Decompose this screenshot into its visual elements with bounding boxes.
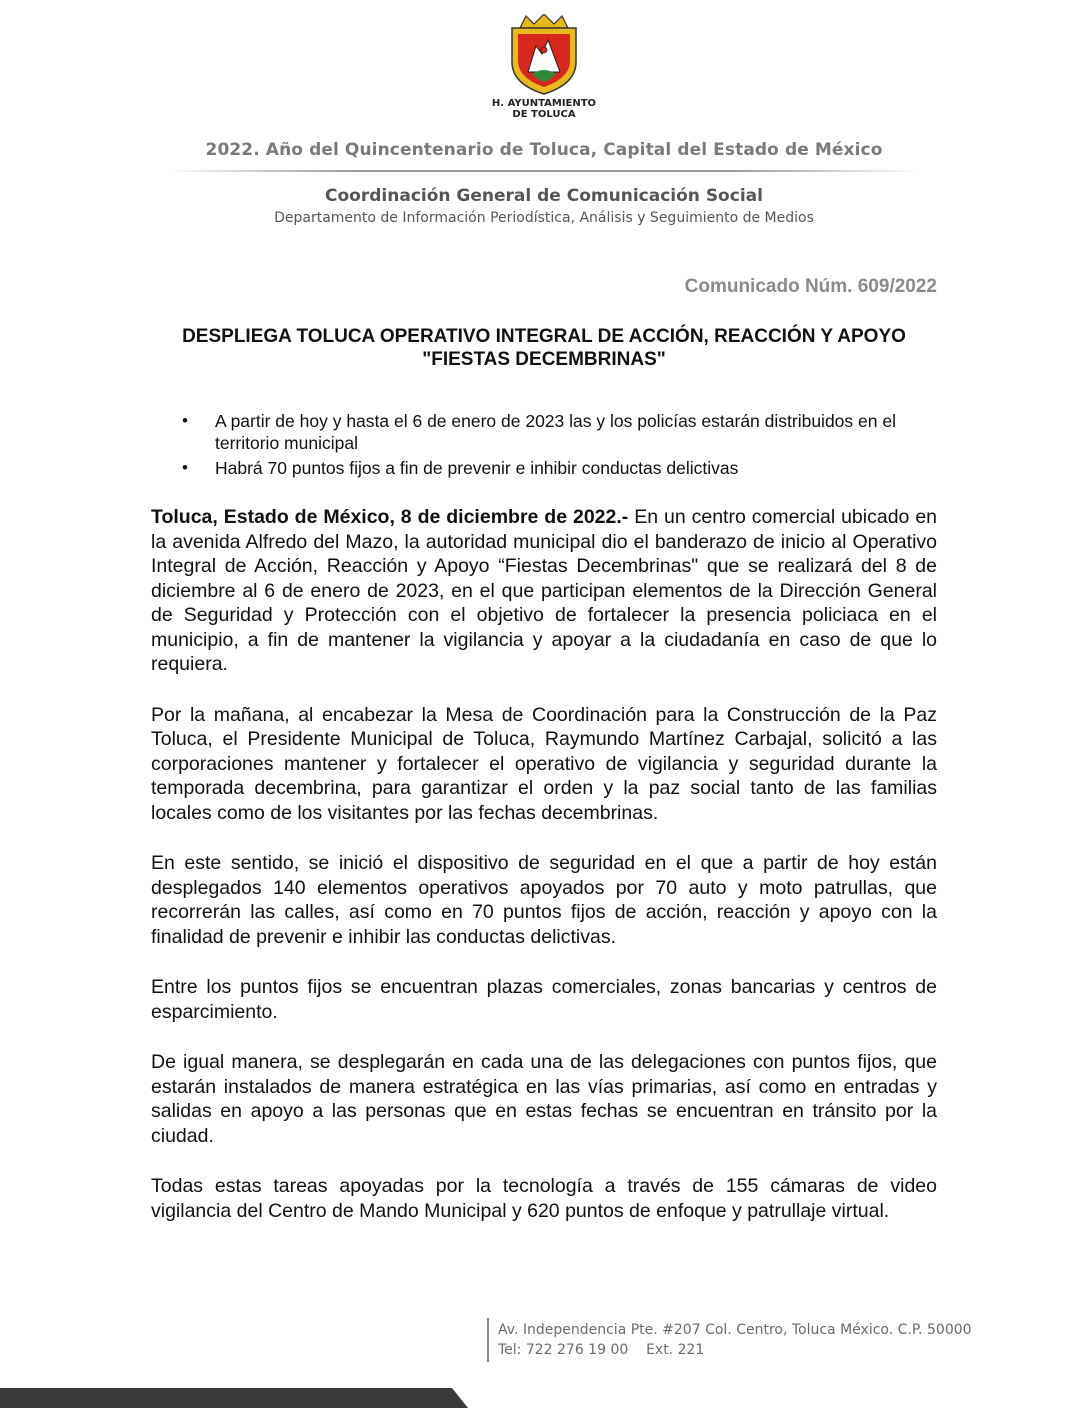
bullet-item	[150, 457, 940, 479]
paragraph-6: Todas estas tareas apoyadas por la tecnología a través de 155 cámaras de video vigilancia del Centro de Mando Municipal y 620 puntos de enfoque y patrullaje virtual.	[151, 1175, 937, 1222]
bottom-decorative-stripe	[0, 1388, 468, 1408]
department-subtitle: Departamento de Información Periodística, Análisis y Seguimiento de Medios	[274, 210, 814, 226]
footer-phone: Tel: 722 276 19 00 Ext. 221	[498, 1342, 705, 1358]
bullet-text: Habrá 70 puntos fijos a fin de prevenir e inhibir conductas delictivas	[215, 458, 739, 478]
press-release-number: Comunicado Núm. 609/2022	[684, 276, 937, 297]
bullet-item	[150, 410, 940, 454]
footer-contact	[498, 1320, 972, 1360]
year-motto: 2022. Año del Quincentenario de Toluca, Capital del Estado de México	[205, 140, 883, 160]
municipal-coat-of-arms-logo	[480, 14, 608, 122]
headline: DESPLIEGA TOLUCA OPERATIVO INTEGRAL DE ACCIÓN, REACCIÓN Y APOYO "FIESTAS DECEMBRINAS"	[182, 326, 906, 370]
paragraph-5: De igual manera, se desplegarán en cada una de las delegaciones con puntos fijos, que estarán instalados de manera estratégica en las vías primarias, así como en entradas y salidas en apoyo a las personas que en estas fechas se encuentran en tránsito por la ciudad.	[151, 1051, 937, 1147]
bullet-dot-icon: •	[182, 411, 188, 430]
bullet-text: A partir de hoy y hasta el 6 de enero de 2023 las y los policías estarán distribuidos en el territorio municipal	[215, 411, 896, 453]
paragraph-3: En este sentido, se inició el dispositivo de seguridad en el que a partir de hoy están desplegados 140 elementos operativos apoyados por 70 auto y moto patrullas, que recorrerán las calles, así como en 70 puntos fijos de acción, reacción y apoyo con la finalidad de prevenir e inhibir las conductas delictivas.	[151, 852, 937, 948]
summary-bullets	[150, 410, 940, 482]
paragraph-1	[151, 505, 937, 677]
logo-text-line2: DE TOLUCA	[512, 109, 576, 120]
logo-text-line1: H. AYUNTAMIENTO	[491, 98, 597, 109]
footer-divider	[487, 1318, 489, 1362]
coordination-title: Coordinación General de Comunicación Social	[325, 186, 763, 206]
paragraph-2: Por la mañana, al encabezar la Mesa de Coordinación para la Construcción de la Paz Toluca, el Presidente Municipal de Toluca, Raymundo Martínez Carbajal, solicitó a las corporaciones mantener y fortalecer el operativo de vigilancia y seguridad durante la temporada decembrina, para garantizar el orden y la paz social tanto de las familias locales como de los visitantes por las fechas decembrinas.	[151, 703, 937, 824]
footer-address: Av. Independencia Pte. #207 Col. Centro, Toluca México. C.P. 50000	[498, 1322, 972, 1338]
article-body	[151, 505, 937, 1249]
coat-of-arms-icon	[506, 14, 582, 96]
dateline: Toluca, Estado de México, 8 de diciembre de 2022.-	[151, 506, 629, 528]
paragraph-4: Entre los puntos fijos se encuentran plazas comerciales, zonas bancarias y centros de esparcimiento.	[151, 976, 937, 1023]
paragraph-1-text: En un centro comercial ubicado en la avenida Alfredo del Mazo, la autoridad municipal dio el banderazo de inicio al Operativo Integral de Acción, Reacción y Apoyo “Fiestas Decembrinas" que se realizará del 8 de diciembre al 6 de enero de 2023, en el que participan elementos de la Dirección General de Seguridad y Protección con el objetivo de fortalecer la presencia policiaca en el municipio, a fin de mantener la vigilancia y apoyar a la ciudadanía en caso de que lo requiera.	[151, 506, 938, 675]
bullet-dot-icon: •	[182, 458, 188, 477]
header-divider	[166, 170, 920, 172]
